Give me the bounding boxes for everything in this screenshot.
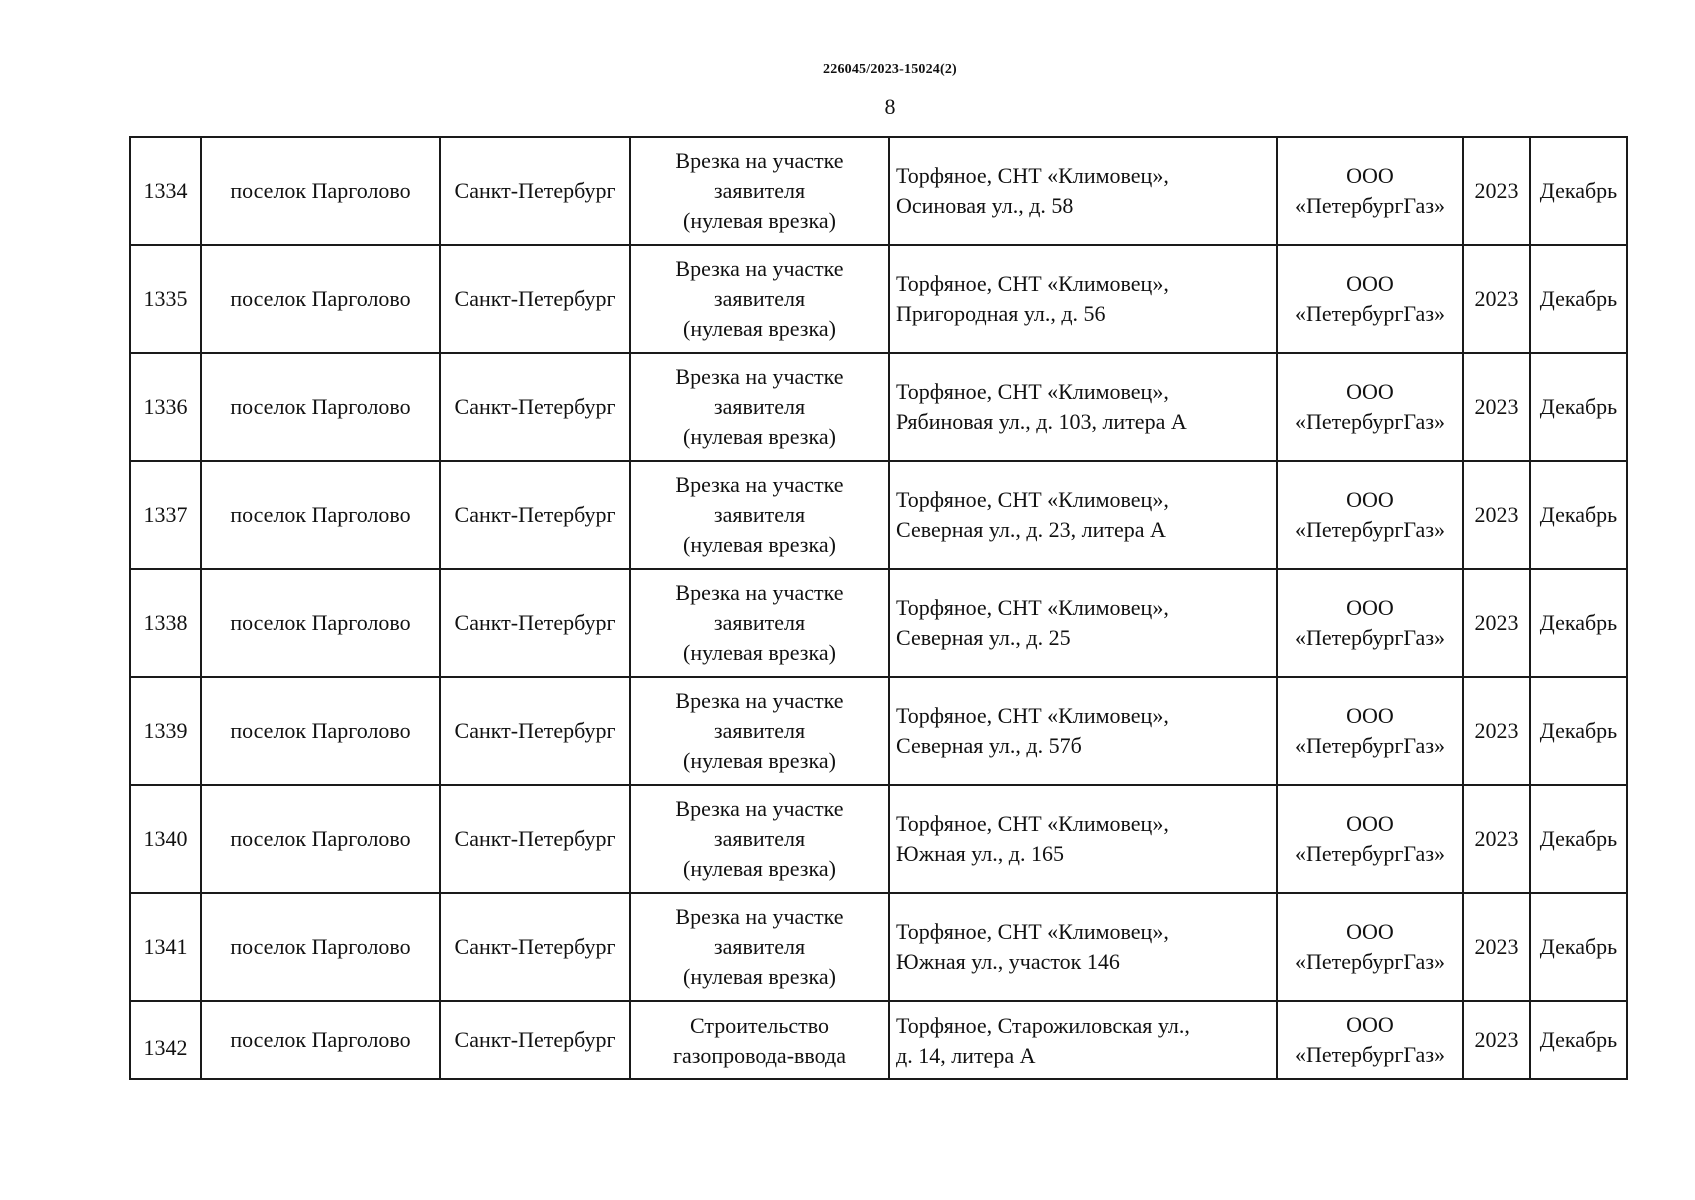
address-cell-line: Северная ул., д. 23, литера А [896,517,1166,542]
address-cell [889,1001,1277,1079]
work-type-cell [630,353,889,461]
row-number-cell: 1338 [130,569,201,677]
organization-cell-line: ООО [1346,379,1394,404]
work-type-cell [630,785,889,893]
address-cell [889,677,1277,785]
organization-cell-line: ООО [1346,595,1394,620]
row-number-cell: 1335 [130,245,201,353]
work-type-cell-line: Врезка на участке [675,904,844,929]
address-cell-line: Торфяное, СНТ «Климовец», [896,379,1169,404]
table-row [130,677,1627,785]
work-type-cell [630,1001,889,1079]
work-type-cell-line: Врезка на участке [675,148,844,173]
organization-cell-line: ООО [1346,919,1394,944]
region-cell: Санкт-Петербург [440,569,630,677]
work-type-cell-line: (нулевая врезка) [683,856,836,881]
work-type-cell-line: Врезка на участке [675,256,844,281]
settlement-cell: поселок Парголово [201,893,440,1001]
year-cell: 2023 [1463,893,1530,1001]
address-cell [889,569,1277,677]
address-cell [889,245,1277,353]
table-row [130,461,1627,569]
address-cell [889,785,1277,893]
year-cell: 2023 [1463,569,1530,677]
settlement-cell: поселок Парголово [201,353,440,461]
month-cell: Декабрь [1530,569,1627,677]
work-type-cell-line: заявителя [713,502,806,527]
organization-cell [1277,1001,1463,1079]
organization-cell-line: «ПетербургГаз» [1294,409,1446,434]
row-number-cell: 1337 [130,461,201,569]
table-row [130,245,1627,353]
table-row [130,353,1627,461]
region-cell: Санкт-Петербург [440,461,630,569]
organization-cell-line: ООО [1346,1012,1394,1037]
work-type-cell-line: Строительство [689,1013,830,1038]
row-number-cell: 1339 [130,677,201,785]
work-type-cell-line: заявителя [713,394,806,419]
organization-cell-line: ООО [1346,703,1394,728]
settlement-cell: поселок Парголово [201,1001,440,1079]
organization-cell [1277,353,1463,461]
work-type-cell-line: (нулевая врезка) [683,640,836,665]
work-type-cell-line: (нулевая врезка) [683,208,836,233]
work-type-cell [630,569,889,677]
work-type-cell-line: Врезка на участке [675,580,844,605]
organization-cell [1277,677,1463,785]
organization-cell-line: «ПетербургГаз» [1294,301,1446,326]
address-cell-line: Торфяное, СНТ «Климовец», [896,271,1169,296]
work-type-cell-line: заявителя [713,718,806,743]
address-cell-line: Торфяное, СНТ «Климовец», [896,487,1169,512]
region-cell: Санкт-Петербург [440,785,630,893]
address-cell-line: Южная ул., д. 165 [896,841,1064,866]
settlement-cell: поселок Парголово [201,245,440,353]
row-number-cell: 1340 [130,785,201,893]
region-cell: Санкт-Петербург [440,1001,630,1079]
month-cell: Декабрь [1530,893,1627,1001]
year-cell: 2023 [1463,785,1530,893]
work-type-cell-line: Врезка на участке [675,472,844,497]
organization-cell-line: ООО [1346,487,1394,512]
address-cell-line: д. 14, литера А [896,1043,1036,1068]
organization-cell-line: ООО [1346,811,1394,836]
region-cell: Санкт-Петербург [440,677,630,785]
month-cell: Декабрь [1530,461,1627,569]
month-cell: Декабрь [1530,353,1627,461]
year-cell: 2023 [1463,677,1530,785]
address-cell-line: Пригородная ул., д. 56 [896,301,1106,326]
organization-cell-line: «ПетербургГаз» [1294,841,1446,866]
year-cell: 2023 [1463,245,1530,353]
organization-cell [1277,137,1463,245]
organization-cell [1277,785,1463,893]
organization-cell-line: ООО [1346,271,1394,296]
work-type-cell-line: заявителя [713,826,806,851]
work-type-cell-line: заявителя [713,610,806,635]
work-type-cell-line: заявителя [713,934,806,959]
settlement-cell: поселок Парголово [201,677,440,785]
row-number-cell: 1341 [130,893,201,1001]
month-cell: Декабрь [1530,785,1627,893]
month-cell: Декабрь [1530,245,1627,353]
year-cell: 2023 [1463,353,1530,461]
work-type-cell-line: (нулевая врезка) [683,424,836,449]
settlement-cell: поселок Парголово [201,461,440,569]
work-type-cell-line: газопровода-ввода [673,1043,846,1068]
work-type-cell-line: Врезка на участке [675,364,844,389]
address-cell [889,893,1277,1001]
work-type-cell-line: заявителя [713,178,806,203]
settlement-cell: поселок Парголово [201,137,440,245]
address-cell [889,353,1277,461]
address-cell-line: Южная ул., участок 146 [896,949,1120,974]
table-row [130,137,1627,245]
document-id: 226045/2023-15024(2) [823,62,957,77]
organization-cell-line: «ПетербургГаз» [1294,193,1446,218]
region-cell: Санкт-Петербург [440,245,630,353]
work-type-cell [630,461,889,569]
year-cell: 2023 [1463,1001,1530,1079]
address-cell [889,461,1277,569]
registry-body [130,137,1627,1079]
address-cell-line: Торфяное, Старожиловская ул., [896,1013,1190,1038]
address-cell [889,137,1277,245]
month-cell: Декабрь [1530,677,1627,785]
month-cell: Декабрь [1530,137,1627,245]
work-type-cell [630,137,889,245]
work-type-cell-line: Врезка на участке [675,796,844,821]
organization-cell-line: «ПетербургГаз» [1294,733,1446,758]
region-cell: Санкт-Петербург [440,893,630,1001]
organization-cell [1277,245,1463,353]
address-cell-line: Северная ул., д. 57б [896,733,1082,758]
organization-cell-line: «ПетербургГаз» [1294,625,1446,650]
organization-cell [1277,569,1463,677]
address-cell-line: Торфяное, СНТ «Климовец», [896,163,1169,188]
row-number-cell: 1334 [130,137,201,245]
work-type-cell-line: (нулевая врезка) [683,532,836,557]
address-cell-line: Рябиновая ул., д. 103, литера А [896,409,1187,434]
table-row [130,893,1627,1001]
address-cell-line: Осиновая ул., д. 58 [896,193,1074,218]
row-number-cell: 1336 [130,353,201,461]
address-cell-line: Торфяное, СНТ «Климовец», [896,811,1169,836]
settlement-cell: поселок Парголово [201,569,440,677]
organization-cell [1277,893,1463,1001]
registry-table [129,136,1628,1080]
region-cell: Санкт-Петербург [440,137,630,245]
address-cell-line: Торфяное, СНТ «Климовец», [896,919,1169,944]
region-cell: Санкт-Петербург [440,353,630,461]
month-cell: Декабрь [1530,1001,1627,1079]
address-cell-line: Северная ул., д. 25 [896,625,1071,650]
organization-cell-line: «ПетербургГаз» [1294,949,1446,974]
work-type-cell-line: (нулевая врезка) [683,316,836,341]
address-cell-line: Торфяное, СНТ «Климовец», [896,703,1169,728]
work-type-cell [630,893,889,1001]
organization-cell-line: «ПетербургГаз» [1294,517,1446,542]
year-cell: 2023 [1463,461,1530,569]
address-cell-line: Торфяное, СНТ «Климовец», [896,595,1169,620]
work-type-cell [630,245,889,353]
row-number-cell: 1342 [130,1001,201,1079]
work-type-cell-line: заявителя [713,286,806,311]
organization-cell-line: ООО [1346,163,1394,188]
settlement-cell: поселок Парголово [201,785,440,893]
work-type-cell-line: (нулевая врезка) [683,964,836,989]
work-type-cell-line: (нулевая врезка) [683,748,836,773]
table-row [130,569,1627,677]
work-type-cell-line: Врезка на участке [675,688,844,713]
organization-cell [1277,461,1463,569]
page-number: 8 [884,94,896,119]
work-type-cell [630,677,889,785]
year-cell: 2023 [1463,137,1530,245]
table-row [130,1001,1627,1079]
organization-cell-line: «ПетербургГаз» [1294,1042,1446,1067]
table-row [130,785,1627,893]
